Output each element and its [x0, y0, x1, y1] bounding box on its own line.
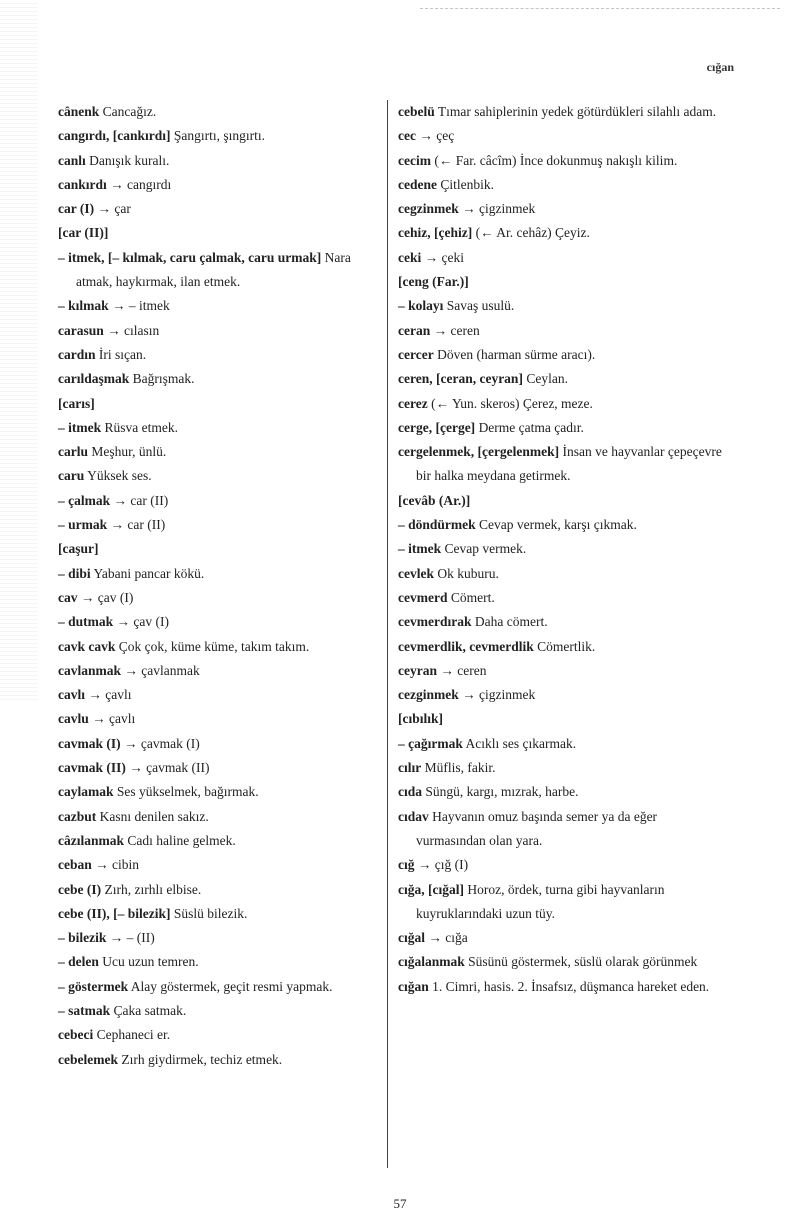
entry-headword: ceyran [398, 662, 437, 678]
dictionary-entry [58, 124, 378, 148]
entry-headword: cevlek [398, 565, 434, 581]
entry-definition: → cangırdı [110, 176, 172, 192]
entry-definition: Zırh, zırhlı elbise. [104, 881, 202, 897]
dictionary-entry [58, 707, 378, 731]
entry-definition: 1. Cimri, hasis. 2. İnsafsız, düşmanca hareket eden. [432, 978, 710, 994]
entry-headword: cığalanmak [398, 954, 465, 970]
entry-definition: → cibin [95, 857, 139, 873]
entry-headword: [caşur] [58, 541, 99, 557]
dictionary-entry [398, 173, 726, 197]
entry-definition: Süslü bilezik. [173, 905, 248, 921]
entry-headword: cerez [398, 395, 428, 411]
dictionary-entry [398, 246, 726, 270]
entry-definition: Ok kuburu. [437, 565, 499, 581]
entry-headword: cığan [398, 978, 429, 994]
entry-definition: Nara atmak, haykırmak, ilan etmek. [76, 249, 351, 290]
entry-definition: → çeki [424, 249, 464, 265]
scan-edge-artifact [0, 0, 38, 700]
entry-definition: Yüksek ses. [87, 468, 152, 484]
dictionary-entry [398, 319, 726, 343]
entry-headword: cevmerd [398, 589, 448, 605]
dictionary-entry [58, 367, 378, 391]
entry-definition: → çigzinmek [462, 201, 536, 217]
dictionary-entry [58, 829, 378, 853]
dictionary-entry [398, 367, 726, 391]
dictionary-entry [398, 124, 726, 148]
entry-definition: Danışık kuralı. [89, 152, 170, 168]
column-divider [387, 100, 388, 1168]
dictionary-entry [58, 780, 378, 804]
dictionary-entry [398, 416, 726, 440]
entry-definition: → – itmek [112, 298, 170, 314]
entry-definition: Ses yükselmek, bağırmak. [116, 784, 259, 800]
dictionary-entry [398, 270, 726, 294]
dictionary-entry [58, 343, 378, 367]
dictionary-entry [398, 513, 726, 537]
entry-definition: → çavlanmak [124, 662, 200, 678]
entry-headword: cebelemek [58, 1051, 118, 1067]
entry-headword: cebe (II), [– bilezik] [58, 905, 171, 921]
entry-headword: – dibi [58, 565, 91, 581]
entry-definition: Cadı haline gelmek. [127, 832, 236, 848]
dictionary-entry [398, 878, 726, 927]
dictionary-entry [58, 732, 378, 756]
entry-definition: Ceylan. [526, 371, 568, 387]
dictionary-entry [58, 975, 378, 999]
dictionary-entry [58, 902, 378, 926]
dictionary-entry [58, 440, 378, 464]
entry-headword: [carıs] [58, 395, 95, 411]
dictionary-entry [398, 294, 726, 318]
entry-definition: Müflis, fakir. [424, 760, 496, 776]
entry-headword: canlı [58, 152, 86, 168]
dictionary-entry [58, 635, 378, 659]
entry-headword: carlu [58, 444, 88, 460]
entry-headword: cedene [398, 176, 437, 192]
dictionary-entry [398, 732, 726, 756]
entry-headword: – urmak [58, 517, 108, 533]
entry-definition: → çığ (I) [417, 857, 469, 873]
entry-definition: Cömertlik. [537, 638, 596, 654]
entry-headword: – çağırmak [398, 735, 463, 751]
dictionary-entry [398, 683, 726, 707]
dictionary-entry [398, 950, 726, 974]
dictionary-entry [58, 586, 378, 610]
entry-definition: → – (II) [109, 930, 155, 946]
entry-headword: – döndürmek [398, 517, 476, 533]
entry-definition: İri sıçan. [98, 346, 147, 362]
entry-headword: caru [58, 468, 85, 484]
dictionary-entry [58, 610, 378, 634]
dictionary-entry [398, 586, 726, 610]
running-head: cığan [706, 60, 734, 74]
entry-definition: Zırh giydirmek, techiz etmek. [121, 1051, 283, 1067]
entry-definition: → çavlı [88, 687, 132, 703]
entry-headword: – bilezik [58, 930, 107, 946]
dictionary-entry [58, 950, 378, 974]
entry-headword: cercer [398, 346, 434, 362]
entry-headword: cec [398, 128, 416, 144]
entry-definition: → cığa [428, 930, 468, 946]
entry-headword: – çalmak [58, 492, 111, 508]
entry-definition: Hayvanın omuz başında semer ya da eğer vurmasından olan yara. [416, 808, 658, 848]
dictionary-entry [398, 610, 726, 634]
entry-definition: Şangırtı, şıngırtı. [173, 128, 266, 144]
entry-headword: – itmek [398, 541, 442, 557]
dictionary-entry [58, 1048, 378, 1072]
entry-definition: (← Ar. cehâz) Çeyiz. [475, 225, 590, 241]
dictionary-entry [398, 489, 726, 513]
entry-headword: carıldaşmak [58, 371, 130, 387]
dictionary-entry [398, 853, 726, 877]
entry-definition: → çavmak (I) [124, 735, 200, 751]
entry-headword: carasun [58, 322, 104, 338]
entry-headword: ceban [58, 857, 92, 873]
entry-definition: Çaka satmak. [113, 1002, 187, 1018]
entry-definition: → çav (I) [116, 614, 169, 630]
dictionary-entry [398, 343, 726, 367]
entry-headword: cebeci [58, 1027, 94, 1043]
entry-definition: → car (II) [110, 517, 166, 533]
dictionary-entry [398, 780, 726, 804]
dictionary-entry [58, 173, 378, 197]
entry-definition: Cömert. [450, 589, 495, 605]
dictionary-entry [398, 440, 726, 489]
entry-headword: cânenk [58, 104, 100, 119]
entry-headword: [cevâb (Ar.)] [398, 492, 471, 508]
entry-definition: Cevap vermek. [444, 541, 527, 557]
entry-definition: Çok çok, küme küme, takım takım. [118, 638, 310, 654]
dictionary-entry [58, 537, 378, 561]
entry-headword: – satmak [58, 1002, 111, 1018]
entry-definition: → çavlı [92, 711, 136, 727]
entry-headword: cangırdı, [cankırdı] [58, 128, 171, 144]
entry-definition: Derme çatma çadır. [478, 419, 584, 435]
entry-definition: Cephaneci er. [96, 1027, 171, 1043]
dictionary-entry [58, 221, 378, 245]
entry-definition: → ceren [440, 662, 487, 678]
entry-headword: cebe (I) [58, 881, 102, 897]
entry-headword: cığ [398, 857, 415, 873]
dictionary-entry [398, 100, 726, 124]
entry-headword: cebelü [398, 104, 435, 119]
entry-headword: cıda [398, 784, 423, 800]
entry-definition: Savaş usulü. [446, 298, 515, 314]
entry-headword: [cıbılık] [398, 711, 444, 727]
dictionary-entry [58, 756, 378, 780]
entry-definition: → çigzinmek [462, 687, 536, 703]
dictionary-entry [398, 562, 726, 586]
entry-headword: cergelenmek, [çergelenmek] [398, 444, 560, 460]
entry-definition: → çav (I) [80, 589, 134, 605]
page-number: 57 [393, 1196, 407, 1211]
entry-definition: Acıklı ses çıkarmak. [465, 735, 577, 751]
entry-headword: cıdav [398, 808, 429, 824]
entry-headword: cevmerdırak [398, 614, 472, 630]
left-column [58, 100, 378, 1072]
dictionary-entry [58, 100, 378, 124]
entry-headword: – itmek, [– kılmak, caru çalmak, caru urmak] [58, 249, 322, 265]
entry-definition: Meşhur, ünlü. [91, 444, 167, 460]
dictionary-entry [58, 513, 378, 537]
dictionary-entry [58, 464, 378, 488]
entry-headword: – dutmak [58, 614, 114, 630]
entry-headword: cığa, [cığal] [398, 881, 464, 897]
entry-definition: Daha cömert. [474, 614, 548, 630]
entry-headword: [car (II)] [58, 225, 109, 241]
entry-headword: cavmak (I) [58, 735, 121, 751]
entry-definition: → çavmak (II) [129, 760, 210, 776]
entry-headword: caylamak [58, 784, 114, 800]
dictionary-entry [398, 707, 726, 731]
dictionary-entry [398, 975, 726, 999]
dictionary-entry [58, 999, 378, 1023]
dictionary-entry [58, 294, 378, 318]
entry-definition: Süngü, kargı, mızrak, harbe. [425, 784, 579, 800]
entry-definition: Tımar sahiplerinin yedek götürdükleri silahlı adam. [437, 104, 717, 119]
entry-headword: [ceng (Far.)] [398, 274, 469, 290]
dictionary-entry [398, 635, 726, 659]
entry-headword: ceran [398, 322, 431, 338]
dictionary-entry [398, 149, 726, 173]
entry-definition: Çitlenbik. [440, 176, 494, 192]
entry-definition: Yabani pancar kökü. [93, 565, 205, 581]
dictionary-entry [58, 853, 378, 877]
entry-headword: cecim [398, 152, 431, 168]
entry-definition: → çar [97, 201, 131, 217]
entry-definition: Horoz, ördek, turna gibi hayvanların kuyruklarındaki uzun tüy. [416, 881, 665, 921]
entry-definition: → ceren [433, 322, 480, 338]
entry-headword: – delen [58, 954, 99, 970]
entry-definition: Bağrışmak. [132, 371, 195, 387]
dictionary-entry [398, 392, 726, 416]
dictionary-entry [398, 659, 726, 683]
entry-definition: Rüsva etmek. [104, 419, 178, 435]
entry-headword: cavmak (II) [58, 760, 126, 776]
dictionary-entry [58, 805, 378, 829]
entry-definition: (← Far. câcîm) İnce dokunmuş nakışlı kilim. [434, 152, 678, 168]
entry-definition: (← Yun. skeros) Çerez, meze. [431, 395, 593, 411]
entry-headword: ceki [398, 249, 422, 265]
dictionary-entry [58, 392, 378, 416]
entry-headword: cezginmek [398, 687, 459, 703]
dictionary-entry [58, 416, 378, 440]
dictionary-entry [58, 319, 378, 343]
entry-headword: cığal [398, 930, 425, 946]
entry-headword: cankırdı [58, 176, 107, 192]
entry-headword: cevmerdlik, cevmerdlik [398, 638, 534, 654]
dictionary-entry [58, 926, 378, 950]
dictionary-entry [58, 149, 378, 173]
dictionary-entry [58, 683, 378, 707]
dictionary-entry [58, 489, 378, 513]
entry-headword: cavlı [58, 687, 85, 703]
dictionary-entry [58, 1023, 378, 1047]
entry-headword: cav [58, 589, 78, 605]
entry-definition: Süsünü göstermek, süslü olarak görünmek [468, 954, 698, 970]
dictionary-entry [58, 659, 378, 683]
dictionary-entry [398, 805, 726, 854]
entry-definition: Kasnı denilen sakız. [99, 808, 209, 824]
entry-definition: Ucu uzun temren. [102, 954, 199, 970]
entry-headword: cavlu [58, 711, 89, 727]
entry-headword: – kılmak [58, 298, 109, 314]
entry-headword: cılır [398, 760, 422, 776]
entry-headword: ceren, [ceran, ceyran] [398, 371, 523, 387]
entry-headword: câzılanmak [58, 832, 124, 848]
dictionary-entry [398, 756, 726, 780]
entry-headword: cavk cavk [58, 638, 116, 654]
entry-definition: Alay göstermek, geçit resmi yapmak. [130, 978, 333, 994]
entry-headword: – kolayı [398, 298, 444, 314]
right-column [398, 100, 726, 999]
entry-definition: Cancağız. [102, 104, 157, 119]
entry-headword: cegzinmek [398, 201, 459, 217]
dictionary-entry [398, 926, 726, 950]
entry-headword: cardın [58, 346, 96, 362]
entry-headword: cazbut [58, 808, 97, 824]
dictionary-entry [58, 197, 378, 221]
entry-definition: Cevap vermek, karşı çıkmak. [479, 517, 637, 533]
entry-headword: cehiz, [çehiz] [398, 225, 473, 241]
entry-headword: cavlanmak [58, 662, 122, 678]
dictionary-entry [398, 537, 726, 561]
entry-headword: – göstermek [58, 978, 129, 994]
entry-headword: cerge, [çerge] [398, 419, 476, 435]
entry-definition: İnsan ve hayvanlar çepeçevre bir halka meydana getirmek. [416, 444, 722, 484]
dictionary-entry [398, 197, 726, 221]
dictionary-entry [58, 562, 378, 586]
entry-definition: → car (II) [113, 492, 169, 508]
entry-headword: car (I) [58, 201, 95, 217]
entry-definition: → çeç [419, 128, 455, 144]
scan-top-rule [420, 8, 780, 9]
entry-headword: – itmek [58, 419, 102, 435]
dictionary-entry [58, 246, 378, 295]
dictionary-entry [58, 878, 378, 902]
dictionary-entry [398, 221, 726, 245]
entry-definition: Döven (harman sürme aracı). [437, 346, 596, 362]
entry-definition: → cılasın [107, 322, 160, 338]
